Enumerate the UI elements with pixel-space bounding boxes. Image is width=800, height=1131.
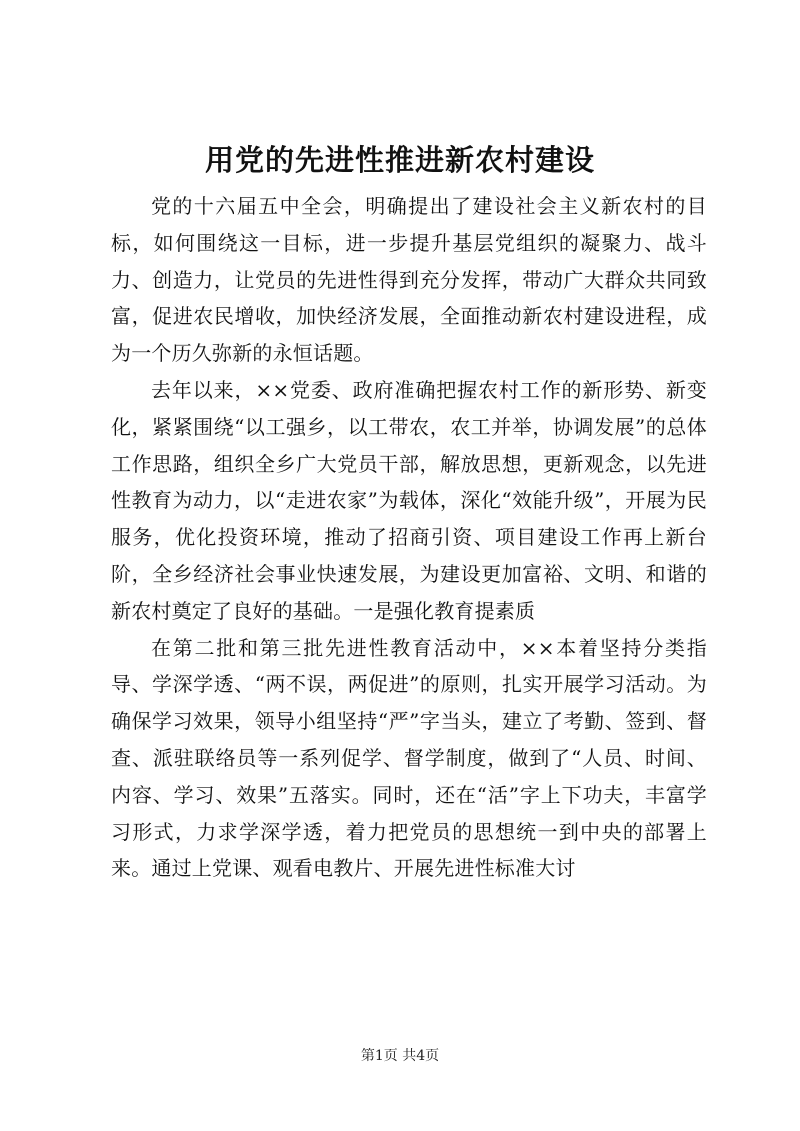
paragraph-1: 党的十六届五中全会，明确提出了建设社会主义新农村的目标，如何围绕这一目标，进一步提升基层党组织的凝聚力、战斗力、创造力，让党员的先进性得到充分发挥，带动广大群众共同致富，促进农民增收，加快经济发展，全面推动新农村建设进程，成为一个历久弥新的永恒话题。 xyxy=(111,194,707,366)
paragraph-2: 去年以来，××党委、政府准确把握农村工作的新形势、新变化，紧紧围绕“以工强乡，以工带农，农工并举，协调发展”的总体工作思路，组织全乡广大党员干部，解放思想，更新观念，以先进性教育为动力，以“走进农家”为载体，深化“效能升级”，开展为民服务，优化投资环境，推动了招商引资、项目建设工作再上新台阶，全乡经济社会事业快速发展，为建设更加富裕、文明、和谐的新农村奠定了良好的基础。一是强化教育提素质 xyxy=(111,377,707,623)
page-number-footer: 第1页 共4页 xyxy=(360,1048,440,1064)
paragraph-3: 在第二批和第三批先进性教育活动中，××本着坚持分类指导、学深学透、“两不误，两促进”的原则，扎实开展学习活动。为确保学习效果，领导小组坚持“严”字当头，建立了考勤、签到、督查、派驻联络员等一系列促学、督学制度，做到了“人员、时间、内容、学习、效果”五落实。同时，还在“活”字上下功夫，丰富学习形式，力求学深学透，着力把党员的思想统一到中央的部署上来。通过上党课、观看电教片、开展先进性标准大讨 xyxy=(111,635,707,881)
document-title: 用党的先进性推进新农村建设 xyxy=(204,143,595,177)
document-body xyxy=(111,188,707,887)
